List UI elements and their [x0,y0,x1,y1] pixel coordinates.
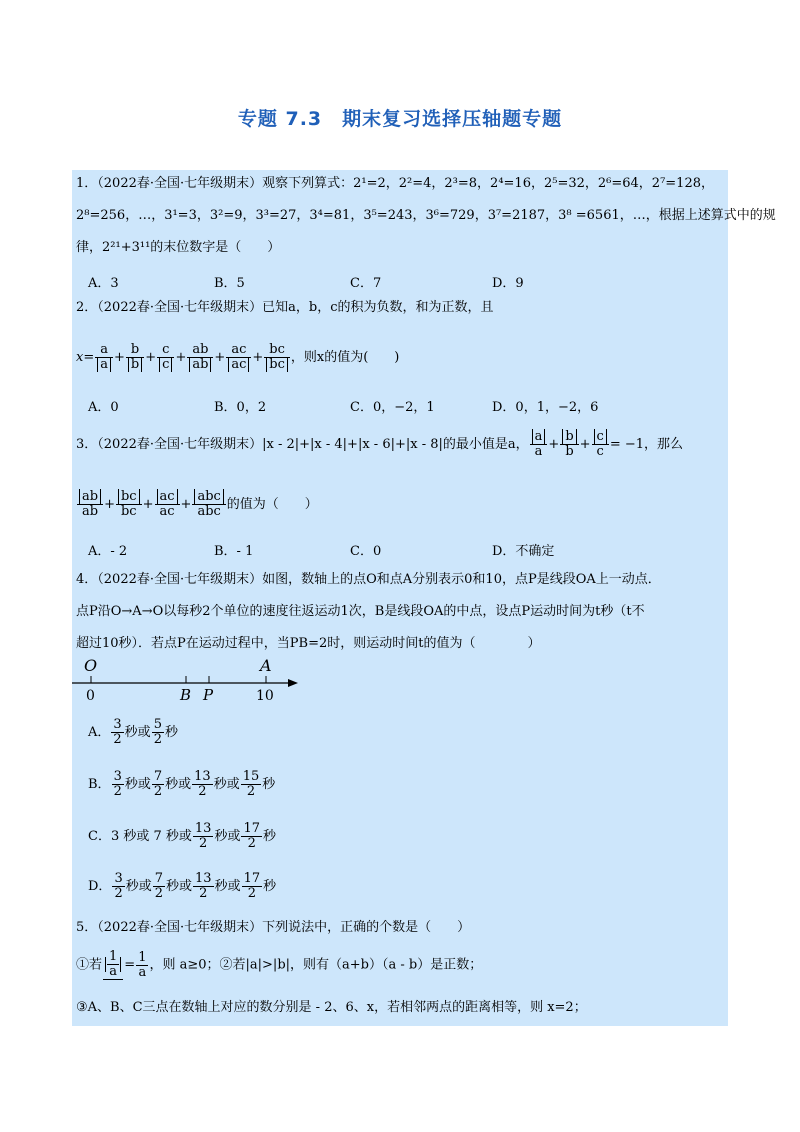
q4d-or1: 秒或 [125,879,152,894]
q1-option-c: C．7 [350,276,382,291]
q4c-f1n: 13 [194,821,212,836]
q4c-end: 秒 [263,829,277,844]
q4-option-c [88,822,276,851]
q3-formula: $\frac{ab}{ab}$ + $\frac{bc}{bc}$ + $\frac{ac}{ac}$ + abc abc 的值为（ ） [76,490,318,519]
q5-s1-prefix: ①若 [76,957,103,973]
q4d-f4n: 17 [243,871,261,886]
q4d-end: 秒 [263,879,277,894]
q4a-frac1-num: 3 [113,717,122,732]
q1-option-a: A．3 [88,276,119,291]
q5-line1: 5．（2022春·全国·七年级期末）下列说法中，正确的个数是（ ） [76,920,471,935]
point-p-label: P [203,686,214,704]
q2-option-b: B．0，2 [214,400,267,415]
q4-option-a-label: A． [88,725,111,740]
q5-statement-3: ③A、B、C三点在数轴上对应的数分别是 - 2、6、x，若相邻两点的距离相等，则 x=2； [76,1000,587,1015]
q5-s1-suffix: ，则 a≥0；②若|a|>|b|，则有（a+b）（a - b）是正数； [149,957,483,973]
q1-option-d: D．9 [492,276,524,291]
q4a-frac2-num: 5 [153,717,162,732]
q1-line2: 2⁸=256，…，3¹=3，3²=9，3³=27，3⁴=81，3⁵=243，3⁶=729，3⁷=2187，3⁸ =6561，…，根据上述算式中的规 [76,208,776,223]
number-line-figure [72,655,312,705]
q4c-f1d: 2 [199,836,208,851]
tick-label-0: 0 [86,688,95,704]
q3-line1-tail: = −1，那么 [609,437,684,452]
q2-option-a: A．0 [88,400,119,415]
q4-option-d [88,872,276,901]
q4d-f2d: 2 [154,886,164,901]
q3-option-a: A．- 2 [88,544,128,559]
q4b-or3: 秒或 [213,777,240,792]
q4b-f4d: 2 [246,784,256,799]
q4d-f4d: 2 [247,886,256,901]
q4d-f3n: 13 [195,871,212,886]
q3-line1-text: 3．（2022春·全国·七年级期末）|x - 2|+|x - 4|+|x - 6|+|x - 8|的最小值是a， [76,437,529,452]
q1-line3: 律，2²¹+3¹¹的末位数字是（ ） [76,240,281,255]
q2-formula-tail: ，则x的值为( ) [290,350,400,365]
point-b-label: B [180,686,192,704]
q4d-or3: 秒或 [214,879,241,894]
q4d-f1n: 3 [114,871,123,886]
q4-option-b [88,770,275,799]
q4b-f2d: 2 [153,784,163,799]
point-o-label: O [84,656,98,675]
q4b-f3d: 2 [198,784,207,799]
q2-line1: 2．（2022春·全国·七年级期末）已知a，b，c的积为负数，和为正数，且 [76,300,494,315]
q4a-or: 秒或 [124,725,151,740]
q4b-f1d: 2 [113,784,122,799]
number-line-arrow [288,679,298,687]
page-title: 专题 7.3 期末复习选择压轴题专题 [237,108,563,130]
q4a-frac2-den: 2 [153,732,162,747]
q4a-end: 秒 [164,725,178,740]
q4b-or1: 秒或 [124,777,151,792]
q1-option-b: B．5 [214,276,245,291]
q4b-f2n: 7 [153,769,163,784]
q4c-or: 秒或 [214,829,241,844]
q4b-or2: 秒或 [165,777,192,792]
point-a-label: A [260,656,272,675]
q4d-f3d: 2 [199,886,208,901]
q3-formula-tail: 的值为（ ） [226,497,318,512]
q2-option-c: C．0，−2，1 [350,400,435,415]
q4-option-a [88,718,178,747]
q2-option-d: D．0，1，−2，6 [492,400,599,415]
q4c-f2n: 17 [243,821,260,836]
q3-line1: 3．（2022春·全国·七年级期末）|x - 2|+|x - 4|+|x - 6|+|x - 8|的最小值是a， $\frac{a}{a}$ + $\frac{b}{b}$ + $\frac{c}{c}$ = −1，那么 [76,429,684,459]
q4d-or2: 秒或 [166,879,193,894]
q4-option-d-label: D． [88,879,112,894]
q1-line1: 1．（2022春·全国·七年级期末）观察下列算式：2¹=2，2²=4，2³=8，2⁴=16，2⁵=32，2⁶=64，2⁷=128， [76,176,714,191]
q4-line1: 4．（2022春·全国·七年级期末）如图，数轴上的点O和点A分别表示0和10，点P是线段OA上一动点． [76,572,661,587]
q3-option-c: C．0 [350,544,382,559]
q4-line2: 点P沿O→A→O以每秒2个单位的速度往返运动1次，B是线段OA的中点，设点P运动时间为t秒（t不 [76,604,645,619]
q4-option-c-label: C．3 秒或 7 秒或 [88,829,192,844]
q5-statement-1-2: ①若 $\frac{1}{a}$ = $\frac{1}{a}$ ，则 a≥0；②若|a|>|b|，则有（a+b）（a - b）是正数； [76,949,483,980]
q4d-f1d: 2 [114,886,123,901]
q3-option-d: D．不确定 [492,544,555,559]
q4b-f4n: 15 [242,769,260,784]
q4d-f2n: 7 [154,871,164,886]
q4-option-b-label: B． [88,777,111,792]
q4-line3: 超过10秒）．若点P在运动过程中，当PB=2时，则运动时间t的值为（ ） [76,636,541,651]
q4b-f3n: 13 [194,769,211,784]
tick-label-10: 10 [256,688,274,704]
q3-option-b: B．- 1 [214,544,254,559]
q4c-f2d: 2 [247,836,256,851]
q4b-f1n: 3 [113,769,122,784]
q4b-end: 秒 [262,777,276,792]
q2-formula: x= $\frac{a}{a}$ + $\frac{b}{b}$ + $\frac{c}{c}$ + $\frac{ab}{ab}$ + $\frac{ac}{ac}$ + $\frac{bc}{bc}$ ，则x的值为( ) [76,342,400,372]
q4a-frac1-den: 2 [113,732,122,747]
